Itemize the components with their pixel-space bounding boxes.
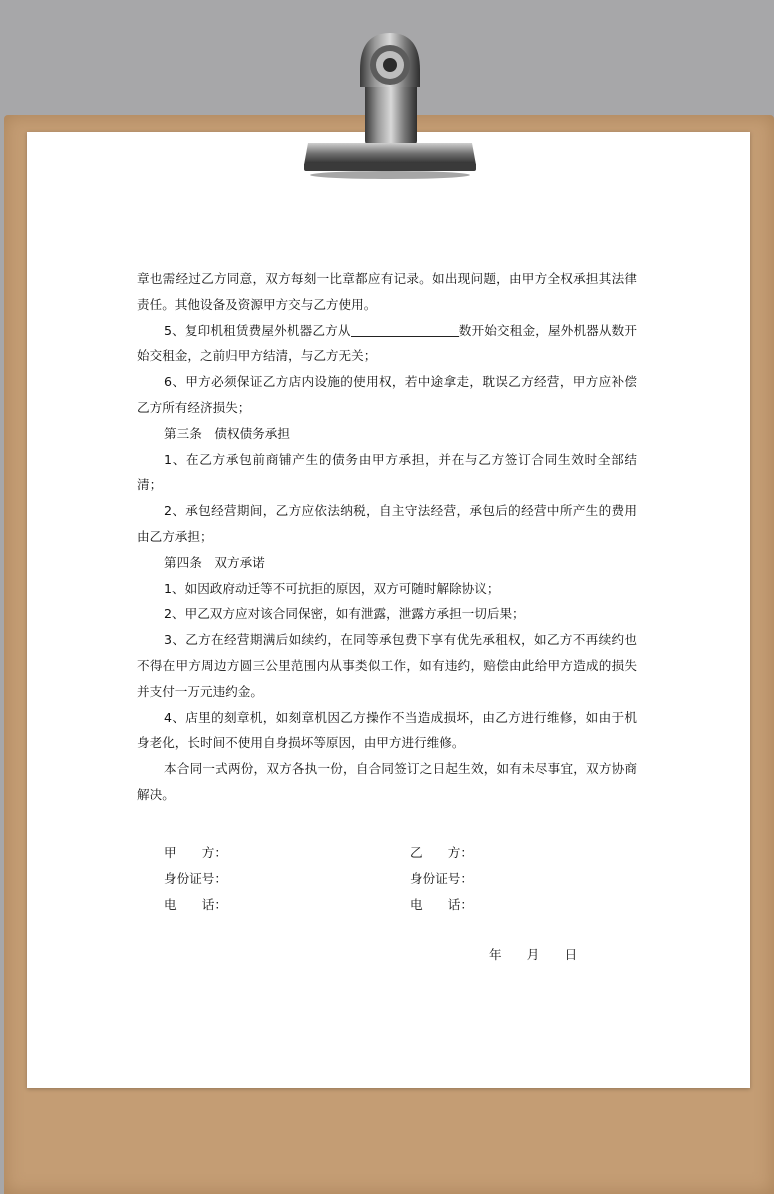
paragraph: 3、乙方在经营期满后如续约，在同等承包费下享有优先承租权，如乙方不再续约也不得在甲方周边方圆三公里范围内从事类似工作，如有违约，赔偿由此给甲方造成的损失并支付一万元违约金。: [137, 632, 637, 699]
paragraph: 本合同一式两份，双方各执一份，自合同签订之日起生效，如有未尽事宜，双方协商解决。: [137, 761, 637, 802]
paragraph: 1、在乙方承包前商铺产生的债务由甲方承担，并在与乙方签订合同生效时全部结清；: [137, 451, 637, 493]
paragraph: 2、承包经营期间，乙方应依法纳税，自主守法经营，承包后的经营中所产生的费用由乙方承担；: [137, 503, 637, 544]
party-b-id-label: 身份证号：: [410, 871, 473, 886]
section-heading: 第四条 双方承诺: [164, 554, 265, 570]
party-a-label: 甲 方：: [164, 845, 227, 860]
binder-clip-icon: [300, 25, 480, 180]
paragraph: 章也需经过乙方同意，双方每刻一比章都应有记录。如出现问题，由甲方全权承担其法律责任。其他设备及资源甲方交与乙方使用。: [137, 271, 637, 312]
party-b-phone-label: 电 话：: [410, 897, 473, 912]
signature-block: [137, 838, 637, 968]
sign-date: 年 月 日: [489, 947, 578, 962]
paragraph-rent-before: 5、复印机租赁费屋外机器乙方从: [164, 322, 351, 338]
fill-in-blank[interactable]: [351, 322, 459, 337]
paragraph: 2、甲乙双方应对该合同保密，如有泄露，泄露方承担一切后果；: [164, 606, 525, 622]
section-heading: 第三条 债权债务承担: [164, 425, 290, 441]
paragraph: 1、如因政府动迁等不可抗拒的原因，双方可随时解除协议；: [164, 580, 500, 596]
paragraph: 6、甲方必须保证乙方店内设施的使用权，若中途拿走，耽误乙方经营，甲方应补偿乙方所有经济损失；: [137, 374, 637, 415]
paragraph-rent-after: 数开始交租金，屋外机器从数开始交租金，之前归甲方结清，与乙方无关；: [137, 322, 638, 364]
party-a-phone-label: 电 话：: [164, 897, 227, 912]
contract-body: [137, 266, 637, 808]
paragraph-rent: [137, 318, 637, 370]
party-b-label: 乙 方：: [410, 845, 473, 860]
paragraph: 4、店里的刻章机，如刻章机因乙方操作不当造成损坏，由乙方进行维修，如由于机身老化，长时间不使用自身损坏等原因，由甲方进行维修。: [137, 709, 637, 751]
party-a-id-label: 身份证号：: [164, 871, 227, 886]
